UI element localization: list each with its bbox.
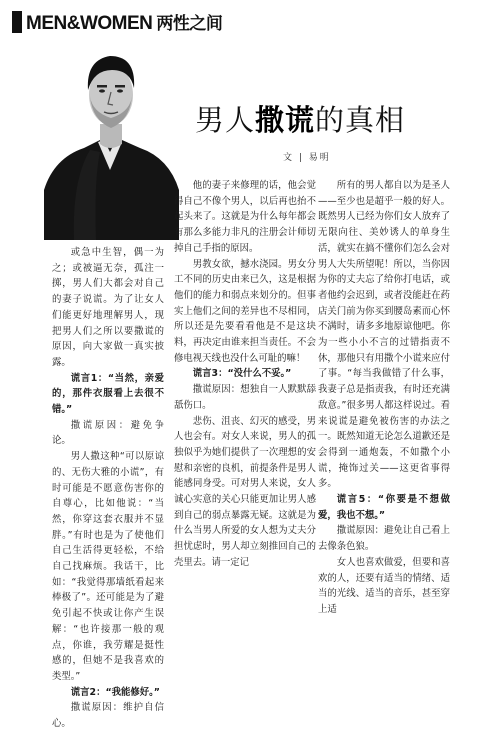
paragraph: 撒谎原因：维护自信心。 bbox=[52, 702, 164, 730]
title-part-3: 的真相 bbox=[315, 103, 406, 137]
header-bar-decoration bbox=[12, 11, 22, 33]
title-part-1: 男人 bbox=[195, 103, 256, 137]
paragraph: 悲伤、沮丧、幻灭的感受，男人也会有。对女人来说，男人的孤独似乎为她们提供了一次理想的安慰和亲密的良机，前提条件是男人能感同身受。可对男人来说，女人诚心实意的关心只能更加让男人感到自己的弱点暴露无疑。这就是为什么当男人所爱的女人想为丈夫分担忧虑时，男人却立刻推回自己的壳里去。请一定记 bbox=[174, 415, 316, 568]
paragraph: 撒谎原因：避免争论。 bbox=[52, 419, 164, 447]
paragraph: 或急中生智，偶一为之；或被逼无奈，孤注一掷，男人们大都会对自己的妻子说谎。为了让女人们能更好地理解男人，现把男人们之所以要撒谎的原因，向大家做一真实披露。 bbox=[52, 247, 164, 368]
text-column-1 bbox=[52, 245, 164, 732]
paragraph: 撒谎原因：想独自一人默默舔舐伤口。 bbox=[174, 384, 316, 411]
lie-heading: 谎言1：“当然，亲爱的，那件衣服看上去很不错。” bbox=[52, 372, 164, 416]
title-emphasis: 撒谎 bbox=[255, 103, 316, 137]
text-column-2 bbox=[174, 178, 316, 571]
text-column-3 bbox=[318, 178, 450, 618]
author-byline: 文 | 易明 bbox=[283, 153, 331, 163]
paragraph: 所有的男人都自以为是圣人——至少也是超乎一般的好人。既然男人已经为你们女人放弃了无限向往、美妙诱人的单身生活，就实在搞不懂你们怎么会对男人大失所望呢！所以，当你因为你的丈夫忘了给你打电话，或者他约会迟到，或者没能赶在药店关门前为你买到腰岛素而心怀不满时，请多多地原谅他吧。你为一些小小不言的过错指责不休，那他只有用撒个小谎来应付了事。“每当我做错了什么事，我妻子总是指责我，有时还充满敌意。”很多男人都这样说过。看来说谎是避免被伤害的办法之一。既然知道无论怎么道歉还是会得到一通炮轰，不如撒个小谎，掩饰过关——这更省事得多。 bbox=[318, 180, 450, 490]
section-header bbox=[26, 9, 222, 35]
article-title bbox=[195, 98, 405, 139]
paragraph: 撒谎原因：避免让自己看上去像条色狼。 bbox=[318, 525, 450, 553]
page-header bbox=[0, 0, 500, 40]
lie-heading: 谎言2：“我能修好。” bbox=[70, 686, 160, 698]
portrait-illustration bbox=[44, 40, 179, 240]
paragraph: 男人撒这种“可以原谅的、无伤大雅的小谎”，有时可能是不愿意伤害你的自尊心，比如他说：“当然，你穿这套衣服并不显胖。”有时也是为了使他们自己生活得更轻松，不给自己找麻烦。我话干，比如：“我觉得那墙纸看起来棒极了”。还可能是为了避免引起不快或让你产生误解：“也许接那一般的观点，你谁，我劳耀是挺性感的，但她不是我喜欢的类型。” bbox=[52, 451, 164, 682]
paragraph: 男教女欲，撼水浇园。男女分工不同的历史由来已久，这是根据他们的能力和弱点来划分的。但事实上他们之间的差异也不尽相同，所以还是先要看看他是不是这块料，再决定由谁来担当责任。不会修电视天线也没什么可耻的嘛！ bbox=[174, 258, 316, 364]
lie-heading: 谎言5：“你要是不想做爱，我也不想。” bbox=[318, 494, 450, 521]
paragraph: 女人也喜欢做爱，但要和喜欢的人，还要有适当的情绪、适当的光线、适当的音乐，甚至穿上适 bbox=[318, 556, 450, 615]
brand-label: MEN&WOMEN bbox=[26, 13, 153, 34]
lie-heading: 谎言3：“没什么不妥。” bbox=[192, 368, 292, 380]
section-label: 两性之间 bbox=[156, 14, 223, 33]
man-portrait-icon bbox=[44, 40, 179, 240]
paragraph: 他的妻子来修理的话，他会觉得自己不像个男人，以后再也抬不起头来了。这就是为什么每年都会有那么多能力非凡的注册会计师切掉自己手指的原因。 bbox=[174, 180, 316, 254]
